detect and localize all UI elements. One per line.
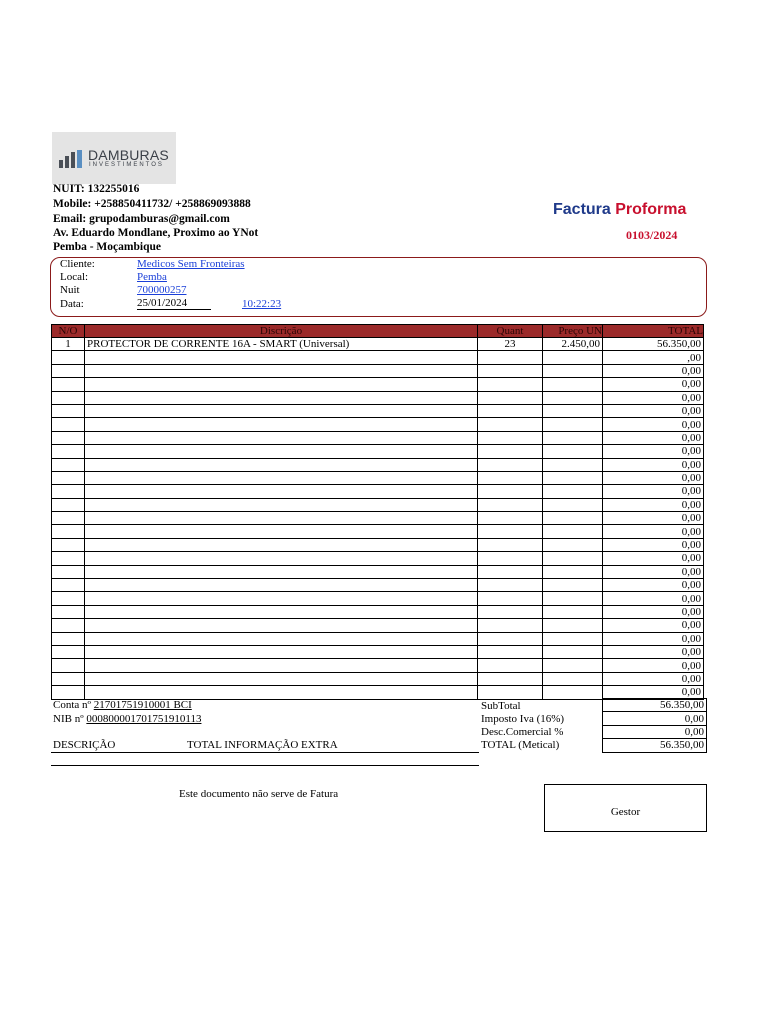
table-row [52,659,704,672]
cell-price [543,445,603,458]
cell-desc [85,552,478,565]
header-qty: Quant [478,325,543,338]
cell-price [543,632,603,645]
header-no: N/O [52,325,85,338]
gestor-signature-box [544,784,707,832]
company-email: Email: grupodamburas@gmail.com [53,213,230,225]
cell-total: 0,00 [603,538,704,551]
cell-desc [85,538,478,551]
cell-desc [85,619,478,632]
cell-no [52,471,85,484]
cell-qty [478,431,543,444]
cell-desc [85,471,478,484]
cell-price [543,565,603,578]
table-row [52,672,704,685]
table-row [52,471,704,484]
cell-price [543,538,603,551]
cell-qty [478,659,543,672]
cell-price [543,525,603,538]
table-row [52,632,704,645]
client-label: Cliente: [60,258,95,270]
cell-desc [85,512,478,525]
logo-brand: DAMBURAS [88,147,169,163]
cell-desc [85,645,478,658]
cell-qty [478,672,543,685]
grand-total-value: 56.350,00 [603,739,707,752]
cell-total: 0,00 [603,619,704,632]
cell-qty [478,525,543,538]
cell-total: 0,00 [603,659,704,672]
cell-total: 0,00 [603,391,704,404]
bank-account-label: Conta nº [53,699,91,711]
company-address: Av. Eduardo Mondlane, Proximo ao YNot [53,227,259,239]
cell-no [52,458,85,471]
cell-no [52,672,85,685]
cell-price: 2.450,00 [543,338,603,351]
cell-total: 0,00 [603,525,704,538]
cell-total: 0,00 [603,592,704,605]
cell-qty [478,686,543,699]
cell-no [52,579,85,592]
cell-price [543,512,603,525]
cell-price [543,351,603,364]
cell-price [543,672,603,685]
cell-total: 0,00 [603,364,704,377]
title-proforma: Proforma [615,201,687,218]
totals-table [602,698,707,753]
cell-desc [85,632,478,645]
table-row [52,485,704,498]
local-label: Local: [60,271,89,283]
extra-divider-2 [51,765,479,766]
table-row [52,418,704,431]
table-row [52,364,704,377]
company-city: Pemba - Moçambique [53,241,161,253]
cell-desc [85,605,478,618]
cell-price [543,485,603,498]
table-row [52,391,704,404]
client-name-link[interactable]: Medicos Sem Fronteiras [137,258,245,270]
table-row [52,351,704,364]
cell-total: 0,00 [603,378,704,391]
table-row [52,525,704,538]
cell-desc [85,672,478,685]
cell-price [543,471,603,484]
iva-label: Imposto Iva (16%) [481,713,565,725]
cell-qty [478,498,543,511]
cell-total: 0,00 [603,605,704,618]
cell-qty [478,565,543,578]
table-row [52,431,704,444]
cell-qty [478,418,543,431]
cell-no [52,552,85,565]
table-row [52,378,704,391]
company-nuit: NUIT: 132255016 [53,183,140,195]
cell-price [543,605,603,618]
cell-no [52,485,85,498]
company-logo [52,132,176,184]
date-label: Data: [60,298,84,310]
cell-qty [478,552,543,565]
bank-account [53,699,192,711]
cell-desc [85,391,478,404]
table-row [52,498,704,511]
cell-total: 0,00 [603,552,704,565]
cell-no [52,565,85,578]
cell-total: 0,00 [603,632,704,645]
cell-qty [478,378,543,391]
cell-price [543,592,603,605]
extra-total-info-label: TOTAL INFORMAÇÃO EXTRA [187,739,338,751]
table-row [52,404,704,417]
table-row [52,565,704,578]
cell-qty [478,445,543,458]
cell-total: 0,00 [603,645,704,658]
cell-price [543,686,603,699]
local-value-link[interactable]: Pemba [137,271,167,283]
table-row [52,605,704,618]
cell-price [543,404,603,417]
cell-price [543,391,603,404]
extra-description-label: DESCRIÇÃO [53,739,116,751]
cell-qty [478,458,543,471]
cell-no [52,592,85,605]
cell-total: 0,00 [603,431,704,444]
cell-total: 0,00 [603,445,704,458]
table-row [52,458,704,471]
footer-note: Este documento não serve de Fatura [179,788,339,800]
cell-price [543,498,603,511]
cell-no [52,512,85,525]
cell-no [52,605,85,618]
table-row [52,445,704,458]
cell-desc [85,445,478,458]
items-table-body [52,338,704,700]
table-row [52,538,704,551]
cell-qty [478,538,543,551]
cell-desc [85,579,478,592]
cell-total: 0,00 [603,512,704,525]
table-row [52,592,704,605]
table-row [52,338,704,351]
company-mobile: Mobile: +258850411732/ +258869093888 [53,198,251,210]
cell-no [52,431,85,444]
logo-subtitle: INVESTIMENTOS [89,162,164,168]
cell-price [543,619,603,632]
cell-qty [478,632,543,645]
cell-qty [478,364,543,377]
cell-total: 0,00 [603,498,704,511]
cell-desc [85,458,478,471]
cell-desc [85,418,478,431]
cell-desc [85,592,478,605]
cell-total: 0,00 [603,579,704,592]
cell-price [543,645,603,658]
cell-no [52,418,85,431]
cell-qty [478,471,543,484]
gestor-label: Gestor [610,806,641,818]
cell-no [52,619,85,632]
cell-qty [478,579,543,592]
cell-desc [85,498,478,511]
table-header-row [52,325,704,338]
table-row [52,512,704,525]
cell-price [543,659,603,672]
cell-no [52,525,85,538]
cell-desc: PROTECTOR DE CORRENTE 16A - SMART (Universal) [85,338,478,351]
cell-qty [478,404,543,417]
discount-value: 0,00 [603,725,707,738]
header-total: TOTAL [603,325,704,338]
table-row [52,579,704,592]
cell-desc [85,525,478,538]
cell-no: 1 [52,338,85,351]
cell-qty [478,351,543,364]
document-number: 0103/2024 [626,228,678,242]
cell-no [52,538,85,551]
subtotal-label: SubTotal [481,700,521,712]
cell-qty: 23 [478,338,543,351]
cell-desc [85,404,478,417]
subtotal-value: 56.350,00 [603,699,707,712]
cell-desc [85,565,478,578]
cell-desc [85,431,478,444]
cell-total: 0,00 [603,565,704,578]
cell-price [543,364,603,377]
cell-total: 0,00 [603,418,704,431]
cell-qty [478,391,543,404]
cell-total: 0,00 [603,458,704,471]
cell-no [52,645,85,658]
cell-desc [85,686,478,699]
document-title [553,201,686,219]
nuit-value-link[interactable]: 700000257 [137,284,187,296]
discount-label: Desc.Comercial % [481,726,564,738]
cell-desc [85,351,478,364]
cell-price [543,458,603,471]
cell-no [52,364,85,377]
cell-qty [478,512,543,525]
cell-no [52,686,85,699]
cell-qty [478,619,543,632]
cell-total: ,00 [603,351,704,364]
cell-no [52,351,85,364]
cell-total: 0,00 [603,686,704,699]
cell-desc [85,378,478,391]
time-value-link[interactable]: 10:22:23 [242,298,282,310]
header-desc: Discrição [85,325,478,338]
cell-no [52,378,85,391]
cell-desc [85,659,478,672]
cell-price [543,579,603,592]
cell-no [52,659,85,672]
cell-total: 0,00 [603,672,704,685]
cell-qty [478,645,543,658]
cell-no [52,391,85,404]
header-price: Preço UN [543,325,603,338]
items-table [51,324,704,700]
cell-qty [478,592,543,605]
cell-qty [478,605,543,618]
table-row [52,645,704,658]
cell-no [52,498,85,511]
cell-no [52,632,85,645]
cell-total: 0,00 [603,485,704,498]
iva-value: 0,00 [603,712,707,725]
cell-qty [478,485,543,498]
extra-divider-1 [51,752,479,753]
cell-total: 0,00 [603,404,704,417]
cell-total: 0,00 [603,471,704,484]
date-value: 25/01/2024 [137,298,211,310]
title-factura: Factura [553,201,611,218]
cell-price [543,431,603,444]
nuit-label: Nuit [60,284,80,296]
bar-chart-icon [59,150,83,168]
cell-price [543,552,603,565]
bank-nib-label: NIB nº [53,713,84,725]
table-row [52,552,704,565]
table-row [52,619,704,632]
cell-price [543,418,603,431]
cell-no [52,445,85,458]
cell-total: 56.350,00 [603,338,704,351]
bank-nib [53,713,201,725]
grand-total-label: TOTAL (Metical) [481,739,560,751]
cell-desc [85,485,478,498]
bank-account-value: 21701751910001 BCI [93,699,192,711]
cell-desc [85,364,478,377]
cell-price [543,378,603,391]
cell-no [52,404,85,417]
bank-nib-value: 000800001701751910113 [86,713,202,725]
